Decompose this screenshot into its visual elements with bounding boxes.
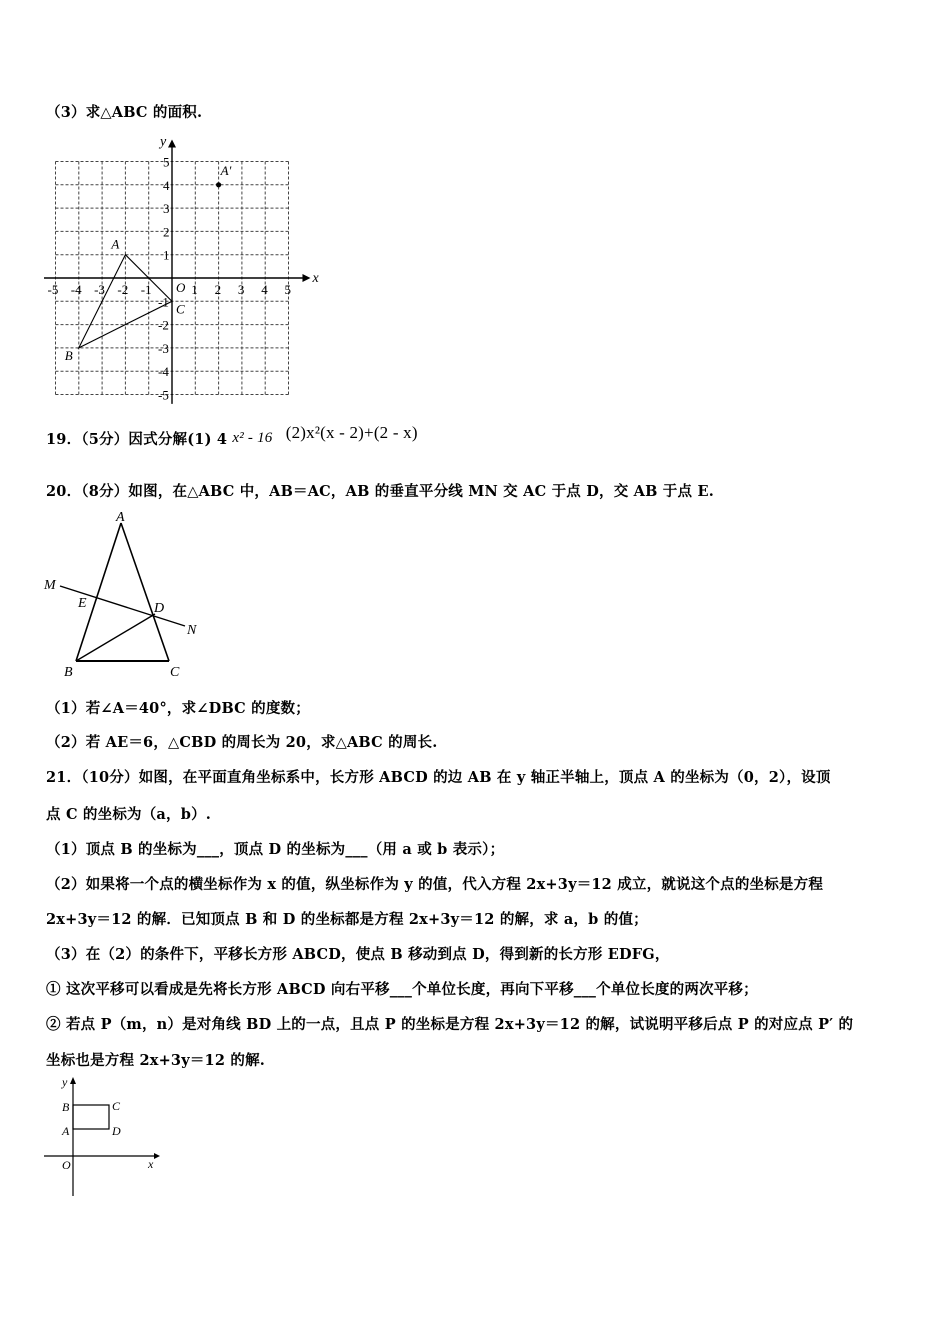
q21-part2-a: （2）如果将一个点的横坐标作为 x 的值，纵坐标作为 y 的值，代入方程 2x+3y＝12 成立，就说这个点的坐标是方程 bbox=[46, 876, 824, 893]
label-o: O bbox=[62, 1158, 71, 1172]
x-tick-label: 1 bbox=[191, 282, 198, 297]
triangle-figure bbox=[40, 508, 220, 683]
label-x: x bbox=[148, 1157, 154, 1171]
origin-label: O bbox=[176, 280, 186, 295]
label-b: B bbox=[62, 1100, 70, 1114]
y-tick-label: -3 bbox=[158, 340, 169, 356]
label-a: A bbox=[62, 1124, 70, 1138]
label-m: M bbox=[44, 578, 56, 593]
x-arrow bbox=[302, 274, 310, 282]
x-tick-label: 4 bbox=[261, 282, 268, 297]
x-tick-label: -3 bbox=[94, 282, 105, 297]
point-label: C bbox=[176, 301, 185, 317]
label-c: C bbox=[112, 1099, 121, 1113]
label-c: C bbox=[170, 665, 180, 680]
q20-text: 20．（8分）如图，在△ABC 中，AB＝AC，AB 的垂直平分线 MN 交 AC 于点 D，交 AB 于点 E. bbox=[46, 483, 714, 500]
q21-part3-1: ① 这次平移可以看成是先将长方形 ABCD 向右平移___个单位长度，再向下平移___个单位长度的两次平移； bbox=[46, 981, 758, 998]
y-tick-label: 2 bbox=[163, 224, 170, 240]
y-tick-label: 5 bbox=[163, 154, 170, 170]
axes bbox=[44, 135, 319, 404]
label-b: B bbox=[64, 665, 73, 680]
x-tick-label: 2 bbox=[214, 282, 222, 297]
q21-part3-2-b: 坐标也是方程 2x+3y＝12 的解. bbox=[46, 1052, 266, 1069]
x-tick-label: -5 bbox=[47, 282, 59, 297]
x-tick-label: 3 bbox=[237, 282, 245, 297]
q19-expr1: x² - 16 bbox=[232, 430, 273, 446]
y-tick-label: -4 bbox=[158, 364, 169, 380]
x-tick-label: 5 bbox=[284, 282, 291, 297]
label-d: D bbox=[112, 1124, 121, 1138]
point-label: B bbox=[64, 347, 73, 363]
q21-part3-2-a: ② 若点 P（m，n）是对角线 BD 上的一点，且点 P 的坐标是方程 2x+3y＝12 的解，试说明平移后点 P 的对应点 P′ 的 bbox=[46, 1016, 854, 1033]
point-a-prime bbox=[216, 182, 221, 187]
side-ab bbox=[76, 523, 121, 661]
rectangle-abcd bbox=[73, 1105, 109, 1129]
q20-part2: （2）若 AE＝6，△CBD 的周长为 20，求△ABC 的周长. bbox=[46, 734, 438, 751]
y-tick-label: 3 bbox=[163, 201, 170, 217]
y-tick-label: -5 bbox=[158, 387, 169, 403]
x-tick-label: -1 bbox=[140, 282, 152, 297]
q21-part1: （1）顶点 B 的坐标为___，顶点 D 的坐标为___（用 a 或 b 表示）； bbox=[46, 841, 505, 858]
label-n: N bbox=[187, 623, 197, 638]
q20-part1: （1）若∠A＝40°，求∠DBC 的度数； bbox=[46, 700, 310, 717]
triangle-abc bbox=[65, 163, 232, 363]
x-arrow bbox=[154, 1153, 160, 1159]
y-tick-label: 4 bbox=[163, 177, 170, 193]
y-axis-label: y bbox=[160, 134, 167, 150]
q19-prefix: 19．（5分）因式分解(1) 4 bbox=[46, 431, 228, 448]
segment-bd bbox=[76, 614, 155, 661]
y-tick-label: -2 bbox=[158, 317, 169, 333]
x-tick-label: -4 bbox=[70, 282, 82, 297]
q21-part2-b: 2x+3y＝12 的解．已知顶点 B 和 D 的坐标都是方程 2x+3y＝12 的解，求 a，b 的值； bbox=[46, 911, 648, 928]
point-label: A bbox=[111, 236, 120, 252]
coordinate-grid-figure bbox=[44, 132, 324, 404]
label-d: D bbox=[154, 601, 165, 616]
x-axis-label: x bbox=[312, 271, 319, 286]
label-a: A bbox=[116, 510, 125, 525]
y-tick-label: 1 bbox=[163, 247, 170, 263]
y-arrow bbox=[168, 140, 176, 148]
y-tick-label: -1 bbox=[158, 294, 169, 310]
point-label: A' bbox=[220, 162, 232, 178]
q21-text-b: 点 C 的坐标为（a，b）. bbox=[46, 806, 212, 823]
side-ac bbox=[121, 523, 169, 661]
q19-expr2: (2)x²(x - 2)+(2 - x) bbox=[285, 423, 418, 442]
x-tick-label: -2 bbox=[117, 282, 129, 297]
q21-part3: （3）在（2）的条件下，平移长方形 ABCD，使点 B 移动到点 D，得到新的长方形 EDFG， bbox=[46, 946, 670, 963]
q18-part3: （3）求△ABC 的面积. bbox=[46, 104, 203, 121]
label-e: E bbox=[78, 596, 87, 611]
q19-text bbox=[46, 423, 418, 449]
y-arrow bbox=[70, 1077, 76, 1084]
label-y: y bbox=[62, 1075, 68, 1089]
rectangle-figure bbox=[40, 1074, 170, 1204]
q21-text-a: 21．（10分）如图，在平面直角坐标系中，长方形 ABCD 的边 AB 在 y 轴正半轴上，顶点 A 的坐标为（0，2），设顶 bbox=[46, 769, 831, 786]
